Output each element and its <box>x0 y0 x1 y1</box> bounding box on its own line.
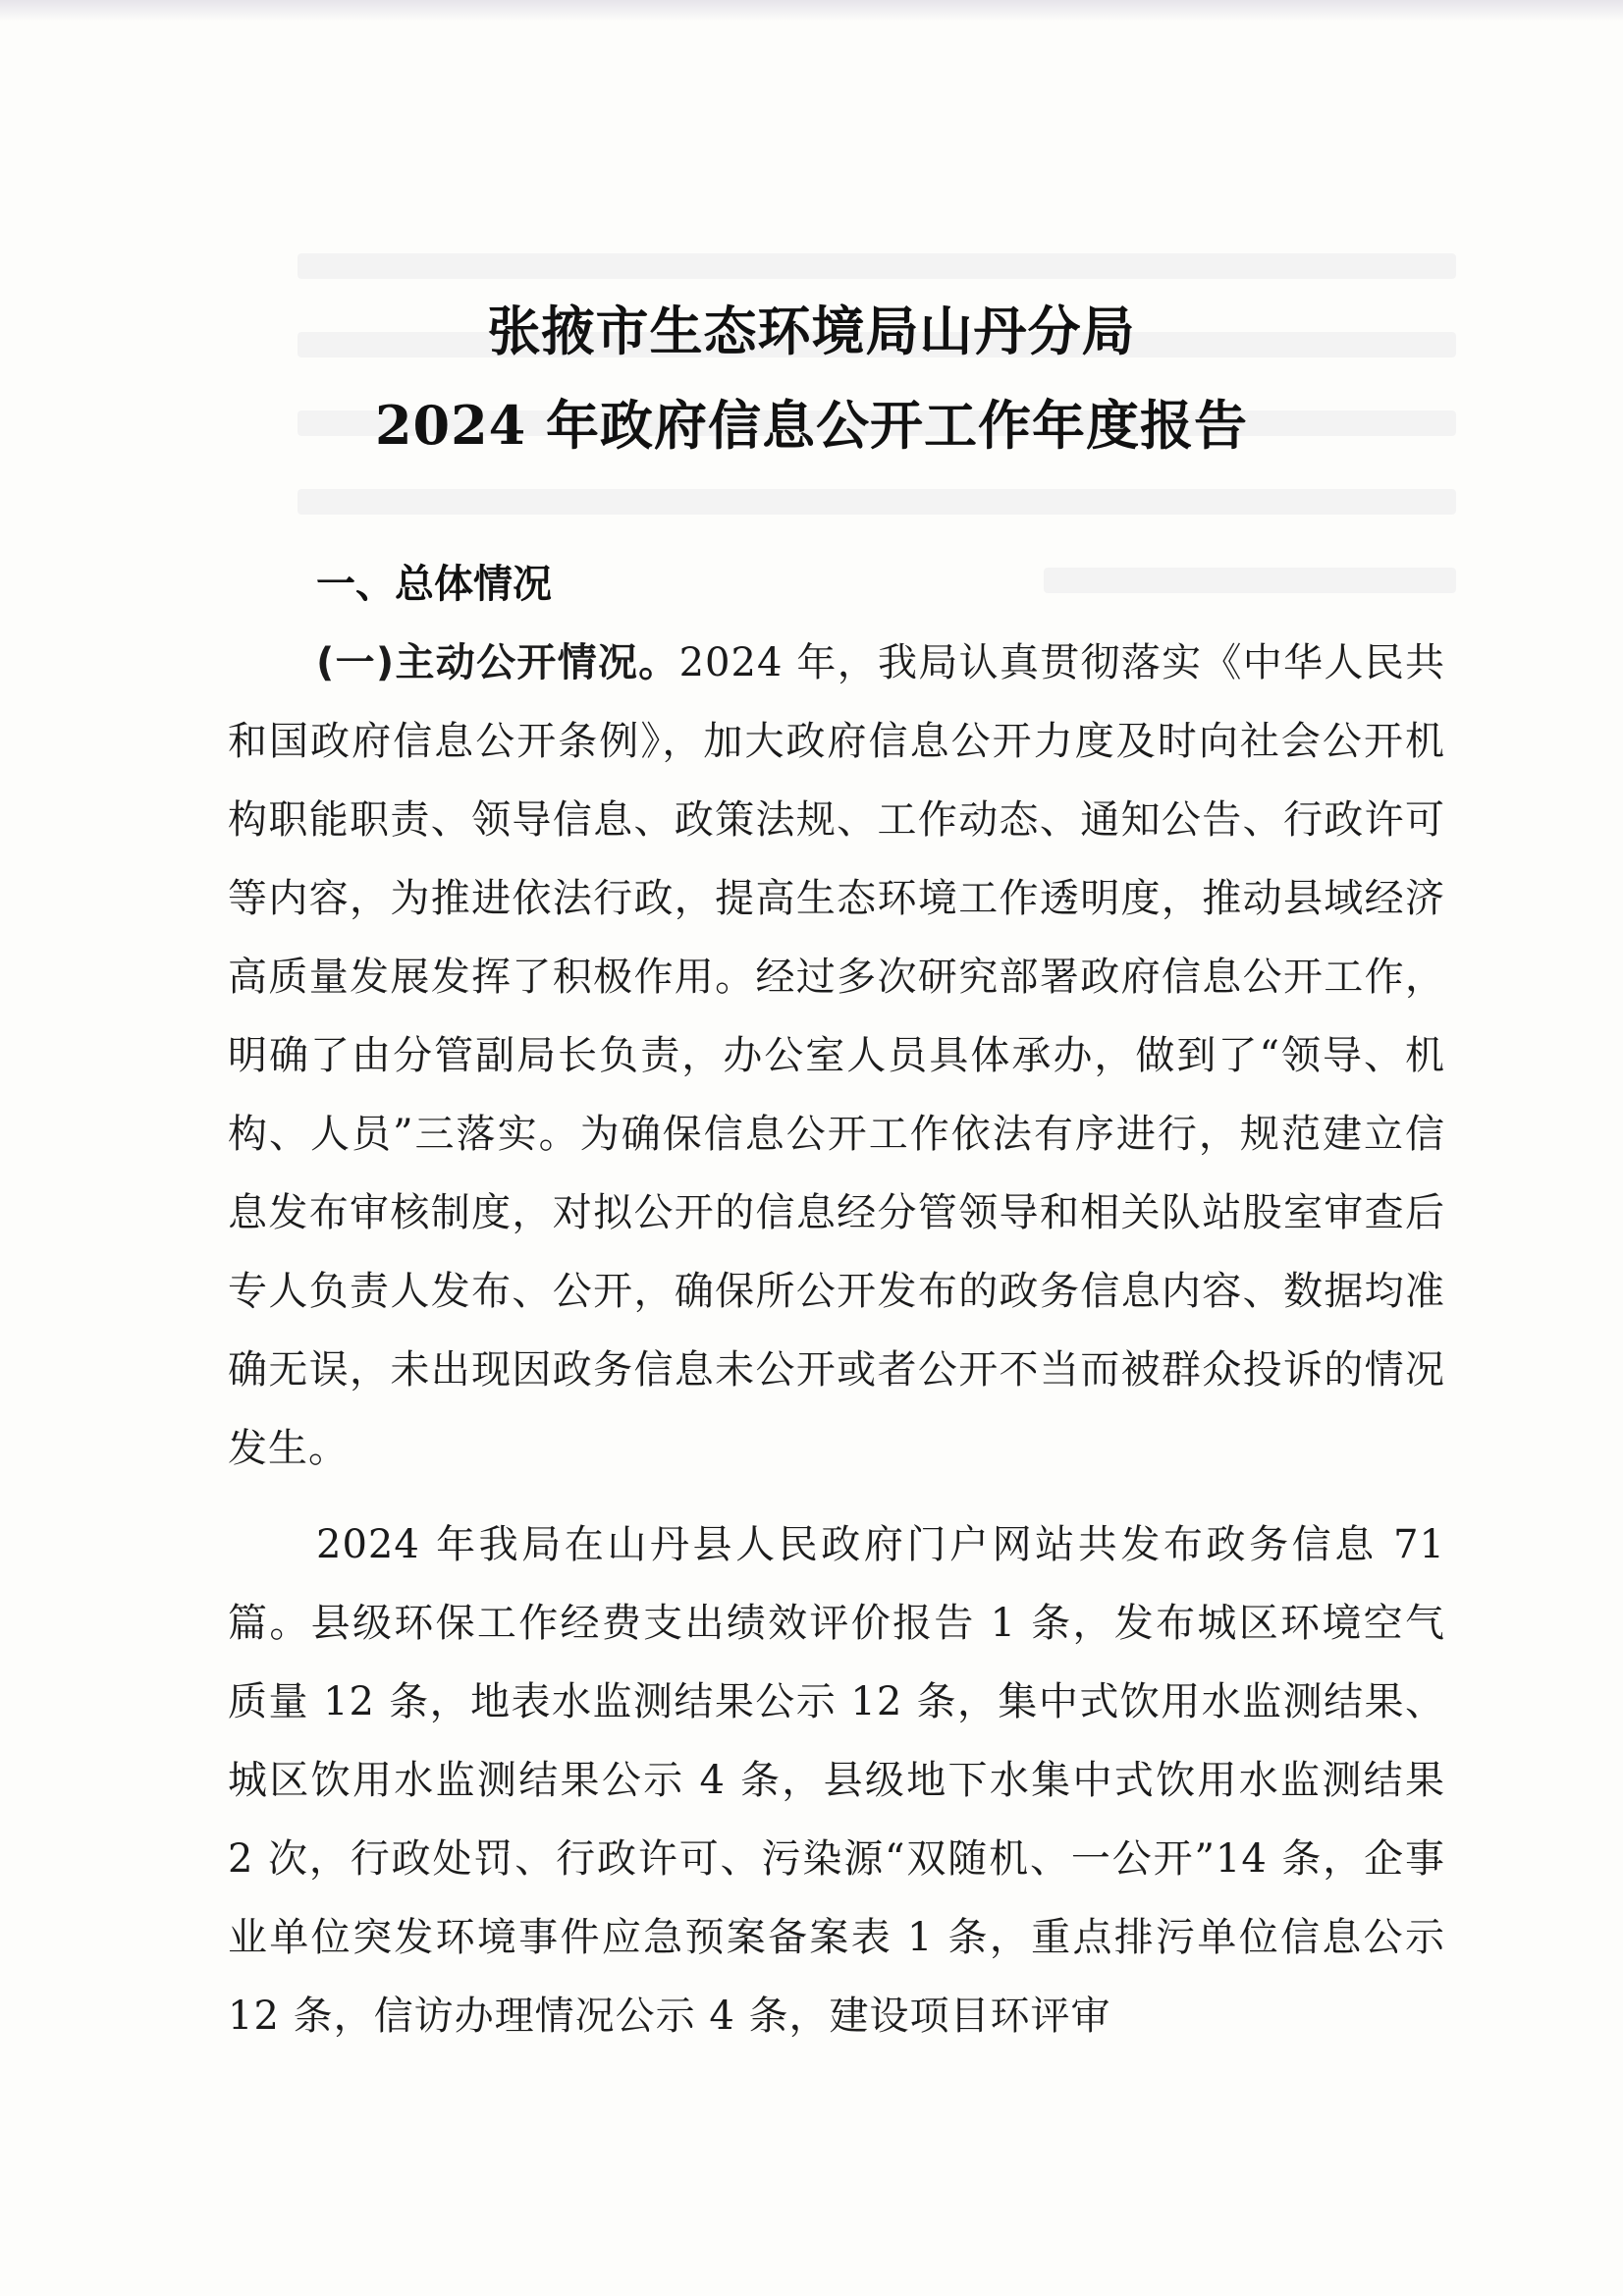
paragraph-lead: (一)主动公开情况。 <box>316 640 679 685</box>
paragraph-publication-stats: 2024 年我局在山丹县人民政府门户网站共发布政务信息 71 篇。县级环保工作经费支出绩效评价报告 1 条，发布城区环境空气质量 12 条，地表水监测结果公示 12 条，集中式饮用水监测结果、城区饮用水监测结果公示 4 条，县级地下水集中式饮用水监测结果 2 次，行政处罚、行政许可、污染源“双随机、一公开”14 条，企事业单位突发环境事件应急预案备案表 1 条，重点排污单位信息公示 12 条，信访办理情况公示 4 条，建设项目环评审 <box>228 1522 1445 2039</box>
show-through-line <box>298 253 1456 279</box>
report-title-line-2: 2024 年政府信息公开工作年度报告 <box>374 394 1249 457</box>
show-through-line <box>1044 568 1456 593</box>
scan-edge-shadow <box>0 0 1623 22</box>
report-title-line-1: 张掖市生态环境局山丹分局 <box>487 300 1136 362</box>
section-heading-overview: 一、总体情况 <box>316 562 552 607</box>
show-through-line <box>298 489 1456 515</box>
paragraph-proactive-disclosure <box>228 624 1445 1488</box>
paragraph-body: 2024 年，我局认真贯彻落实《中华人民共和国政府信息公开条例》，加大政府信息公开力度及时向社会公开机构职能职责、领导信息、政策法规、工作动态、通知公告、行政许可等内容，为推进依法行政，提高生态环境工作透明度，推动县域经济高质量发展发挥了积极作用。经过多次研究部署政府信息公开工作，明确了由分管副局长负责，办公室人员具体承办，做到了“领导、机构、人员”三落实。为确保信息公开工作依法有序进行，规范建立信息发布审核制度，对拟公开的信息经分管领导和相关队站股室审查后专人负责人发布、公开，确保所公开发布的政务信息内容、数据均准确无误，未出现因政务信息未公开或者公开不当而被群众投诉的情况发生。 <box>228 640 1445 1471</box>
